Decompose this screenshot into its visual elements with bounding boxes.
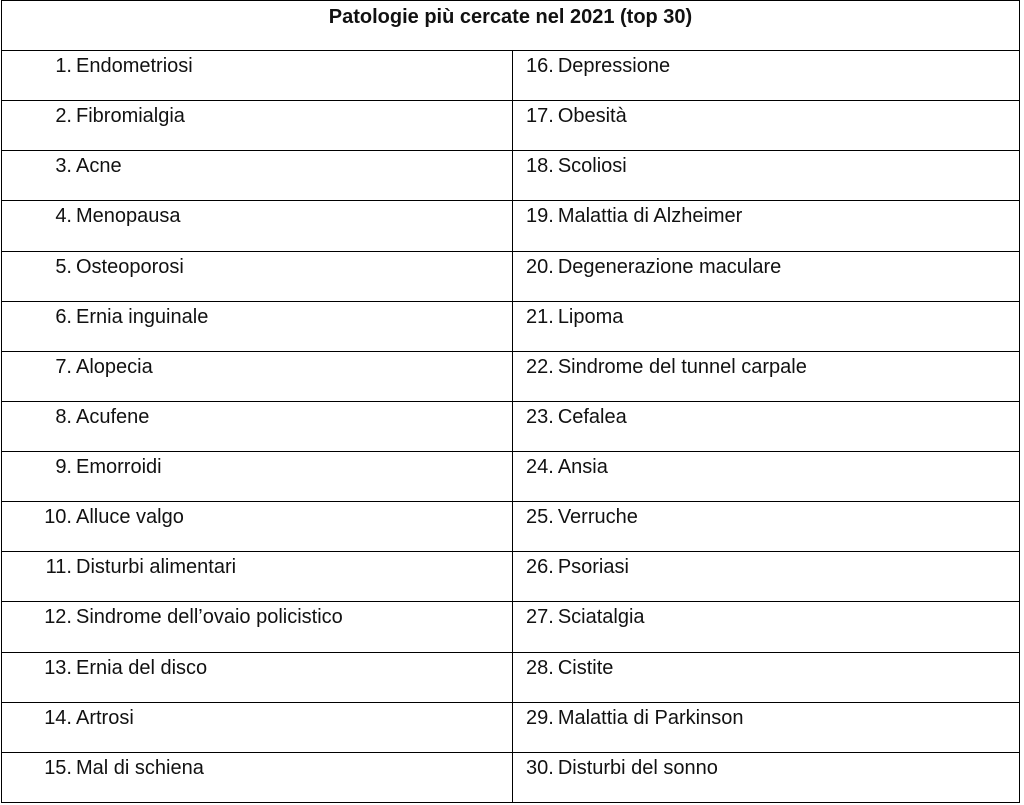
- condition-name: Fibromialgia: [76, 105, 185, 128]
- rank-number: 19.: [526, 205, 554, 228]
- rank-number: 20.: [526, 255, 554, 278]
- rank-number: 22.: [526, 355, 554, 378]
- condition-name: Osteoporosi: [76, 255, 184, 278]
- rank-number: 17.: [526, 105, 554, 128]
- condition-name: Sindrome del tunnel carpale: [557, 355, 807, 378]
- left-column: [2, 51, 513, 803]
- table-row: [513, 602, 1019, 652]
- table-row: [513, 201, 1019, 251]
- rank-number: 27.: [526, 606, 554, 629]
- condition-name: Disturbi del sonno: [557, 756, 718, 779]
- table-row: [2, 452, 512, 502]
- condition-name: Obesità: [557, 105, 627, 128]
- condition-name: Ernia inguinale: [76, 305, 209, 328]
- rank-number: 7.: [55, 355, 72, 378]
- table-row: [2, 703, 512, 753]
- table-row: [2, 402, 512, 452]
- table-row: [2, 151, 512, 201]
- condition-name: Alopecia: [76, 355, 153, 378]
- table-row: [513, 302, 1019, 352]
- table-row: [513, 452, 1019, 502]
- rank-number: 12.: [44, 606, 72, 629]
- rank-number: 10.: [44, 506, 72, 529]
- condition-name: Malattia di Parkinson: [557, 706, 744, 729]
- table-row: [513, 101, 1019, 151]
- rank-number: 11.: [45, 556, 72, 579]
- table-row: [513, 51, 1019, 101]
- condition-name: Sciatalgia: [557, 606, 645, 629]
- condition-name: Degenerazione maculare: [557, 255, 782, 278]
- table-row: [2, 602, 512, 652]
- rank-number: 3.: [55, 155, 72, 178]
- condition-name: Lipoma: [557, 305, 624, 328]
- table-row: [2, 201, 512, 251]
- table-row: [513, 653, 1019, 703]
- rank-number: 23.: [526, 405, 554, 428]
- table-row: [513, 552, 1019, 602]
- condition-name: Cistite: [557, 656, 614, 679]
- table-row: [513, 252, 1019, 302]
- table-row: [2, 653, 512, 703]
- condition-name: Artrosi: [76, 706, 134, 729]
- rank-number: 13.: [44, 656, 72, 679]
- condition-name: Verruche: [557, 506, 638, 529]
- rank-number: 15.: [44, 756, 72, 779]
- table-row: [513, 402, 1019, 452]
- table-row: [513, 502, 1019, 552]
- table-row: [2, 352, 512, 402]
- rank-number: 25.: [526, 506, 554, 529]
- rank-number: 16.: [526, 55, 554, 77]
- condition-name: Depressione: [557, 55, 671, 77]
- condition-name: Endometriosi: [76, 55, 193, 77]
- rank-number: 1.: [55, 55, 72, 77]
- rank-number: 30.: [526, 756, 554, 779]
- condition-name: Malattia di Alzheimer: [557, 205, 743, 228]
- condition-name: Acufene: [76, 405, 150, 428]
- condition-name: Ansia: [557, 456, 608, 478]
- rank-number: 26.: [526, 556, 554, 579]
- rank-number: 8.: [55, 405, 72, 428]
- condition-name: Mal di schiena: [76, 756, 204, 779]
- condition-name: Ernia del disco: [76, 656, 208, 679]
- table-row: [2, 252, 512, 302]
- rank-number: 29.: [526, 706, 554, 729]
- rank-number: 4.: [55, 205, 72, 228]
- table-row: [2, 302, 512, 352]
- rank-number: 2.: [55, 105, 72, 128]
- condition-name: Menopausa: [76, 205, 181, 228]
- rank-number: 6.: [55, 305, 72, 328]
- condition-name: Emorroidi: [76, 456, 162, 478]
- table-row: [2, 552, 512, 602]
- condition-name: Cefalea: [557, 405, 627, 428]
- condition-name: Acne: [76, 155, 122, 178]
- table-row: [513, 352, 1019, 402]
- rank-number: 18.: [526, 155, 554, 178]
- table-body: [2, 51, 1019, 803]
- condition-name: Disturbi alimentari: [76, 556, 237, 579]
- condition-name: Alluce valgo: [76, 506, 184, 529]
- table-row: [2, 502, 512, 552]
- condition-name: Scoliosi: [557, 155, 627, 178]
- rank-number: 28.: [526, 656, 554, 679]
- rank-number: 9.: [55, 456, 72, 478]
- table-row: [513, 703, 1019, 753]
- rank-number: 24.: [526, 456, 554, 478]
- rank-number: 21.: [526, 305, 554, 328]
- condition-name: Psoriasi: [557, 556, 629, 579]
- condition-name: Sindrome dell’ovaio policistico: [76, 606, 343, 629]
- rank-number: 5.: [55, 255, 72, 278]
- right-column: [513, 51, 1019, 803]
- table-row: [513, 151, 1019, 201]
- table-title: Patologie più cercate nel 2021 (top 30): [2, 1, 1019, 51]
- table-row: [2, 101, 512, 151]
- table-row: [2, 51, 512, 101]
- table-row: [513, 753, 1019, 803]
- table-row: [2, 753, 512, 803]
- conditions-table: [1, 0, 1020, 803]
- rank-number: 14.: [44, 706, 72, 729]
